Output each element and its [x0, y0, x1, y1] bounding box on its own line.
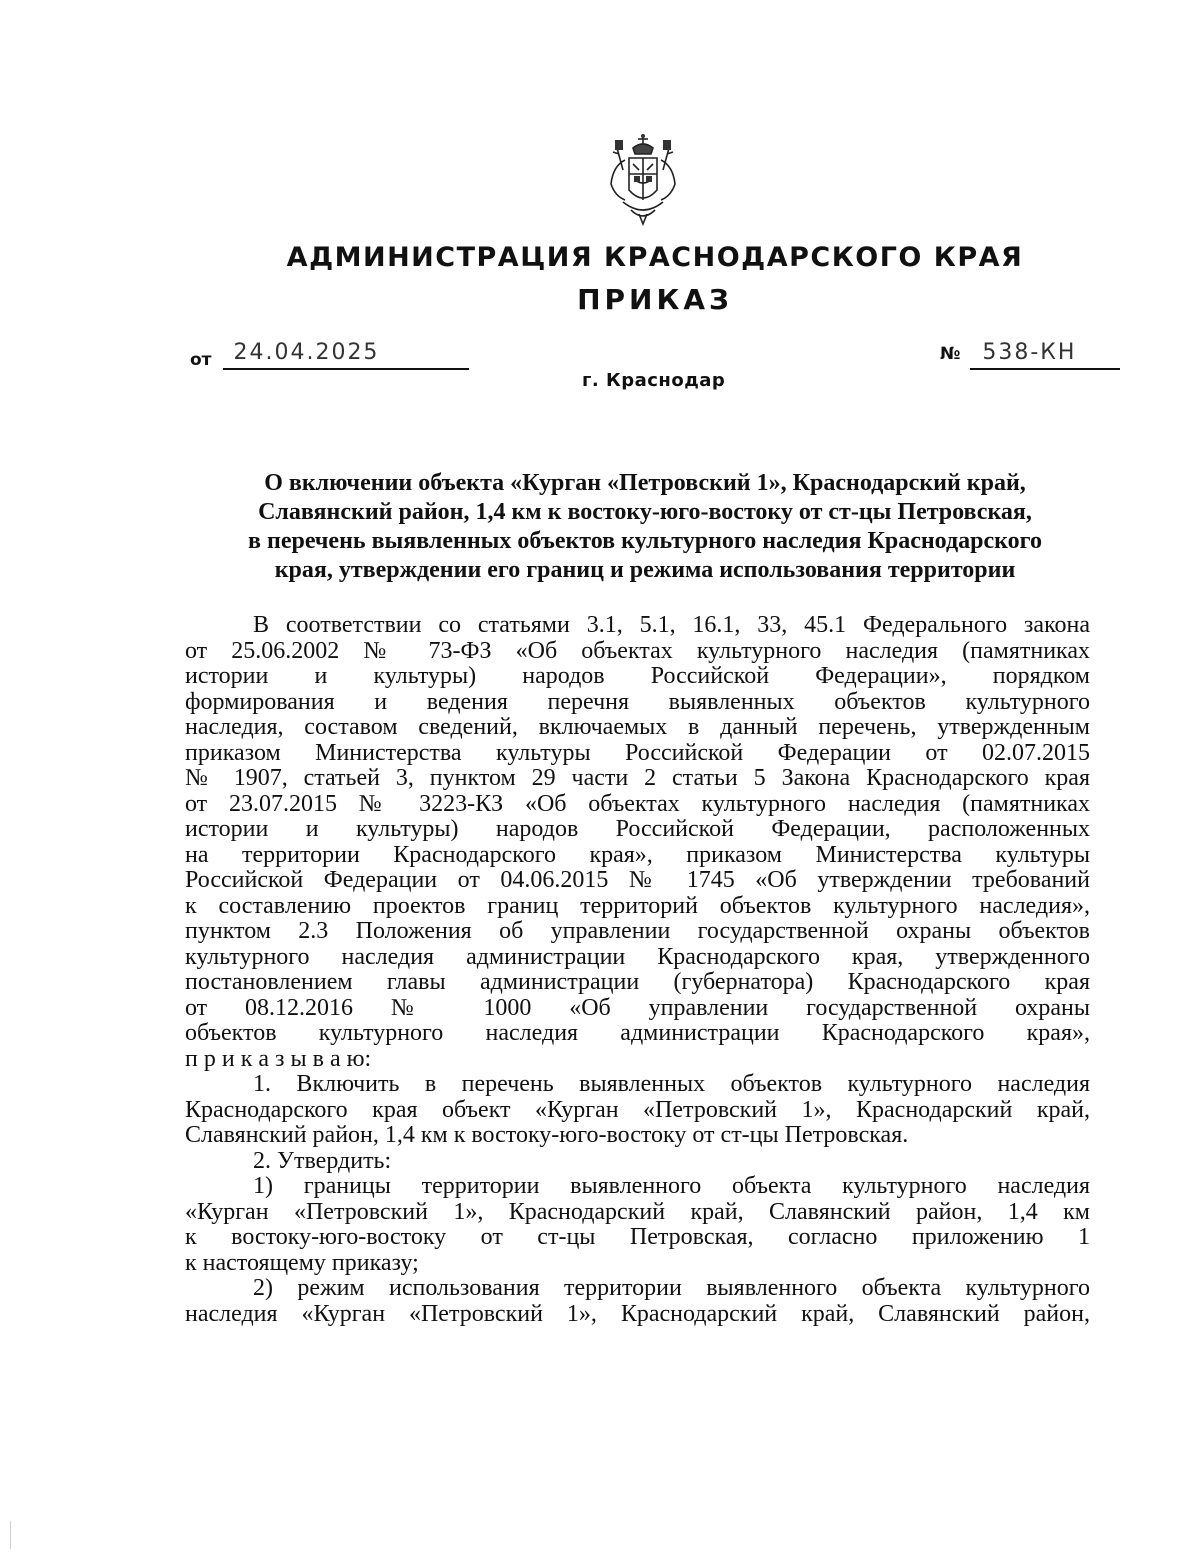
item1-line: Краснодарского края объект «Курган «Петровский 1», Краснодарский край,	[185, 1096, 1090, 1123]
item1-line: Славянский район, 1,4 км к востоку-юго-востоку от ст-цы Петровская.	[185, 1122, 909, 1148]
number-row	[940, 338, 1120, 370]
preamble-line: № 1907, статьей 3, пунктом 29 части 2 статьи 5 Закона Краснодарского края	[185, 765, 1090, 791]
date-label: от	[190, 350, 212, 370]
date-value: 24.04.2025	[223, 338, 469, 370]
item2-1-line: к востоку-юго-востоку от ст-цы Петровская, согласно приложению 1	[185, 1224, 1090, 1250]
preamble-line: наследия, составом сведений, включаемых в данный перечень, утвержденным	[185, 714, 1090, 740]
item2-1-line: «Курган «Петровский 1», Краснодарский край, Славянский район, 1,4 км	[185, 1198, 1090, 1225]
preamble-line: пунктом 2.3 Положения об управлении государственной охраны объектов	[185, 918, 1090, 944]
preamble-line: от 23.07.2015 № 3223-КЗ «Об объектах культурного наследия (памятниках	[185, 790, 1090, 817]
heading-line: О включении объекта «Курган «Петровский 1», Краснодарский край,	[264, 470, 1026, 496]
item2-2-line: 2) режим использования территории выявленного объекта культурного	[253, 1275, 1090, 1301]
number-label: №	[940, 344, 961, 364]
item2-line: 2. Утвердить:	[253, 1147, 392, 1174]
item1-line: 1. Включить в перечень выявленных объектов культурного наследия	[253, 1071, 1090, 1097]
document-body	[185, 613, 1090, 1327]
preamble-line: постановлением главы администрации (губернатора) Краснодарского края	[185, 969, 1090, 995]
heading-line: Славянский район, 1,4 км к востоку-юго-востоку от ст-цы Петровская,	[258, 499, 1032, 525]
preamble-line: объектов культурного наследия администрации Краснодарского края»,	[185, 1020, 1090, 1046]
preamble-line: Российской Федерации от 04.06.2015 № 1745 «Об утверждении требований	[185, 867, 1090, 893]
organization-title: АДМИНИСТРАЦИЯ КРАСНОДАРСКОГО КРАЯ	[286, 242, 1024, 273]
preamble-line: культурного наследия администрации Краснодарского края, утвержденного	[185, 943, 1090, 970]
preamble-line: от 08.12.2016 № 1000 «Об управлении государственной охраны	[185, 994, 1090, 1021]
document-type: ПРИКАЗ	[577, 283, 733, 316]
preamble-line: на территории Краснодарского края», приказом Министерства культуры	[185, 841, 1090, 868]
item2-1-line: к настоящему приказу;	[185, 1249, 419, 1276]
heading-line: края, утверждении его границ и режима использования территории	[274, 557, 1016, 583]
preamble-line: к составлению проектов границ территорий объектов культурного наследия»,	[185, 892, 1090, 919]
preamble-line: В соответствии со статьями 3.1, 5.1, 16.1, 33, 45.1 Федерального закона	[253, 612, 1090, 638]
item2-1-line: 1) границы территории выявленного объекта культурного наследия	[253, 1173, 1090, 1199]
preamble-line: истории и культуры) народов Российской Федерации», порядком	[185, 663, 1090, 689]
item2-2-line: наследия «Курган «Петровский 1», Краснодарский край, Славянский район,	[185, 1300, 1090, 1327]
preamble-line: п р и к а з ы в а ю:	[185, 1045, 372, 1072]
date-row	[190, 338, 469, 370]
document-heading	[185, 469, 1105, 585]
preamble-line: формирования и ведения перечня выявленных объектов культурного	[185, 688, 1090, 715]
preamble-line: приказом Министерства культуры Российской Федерации от 02.07.2015	[185, 739, 1090, 766]
city: г. Краснодар	[582, 370, 726, 391]
number-value: 538-КН	[970, 338, 1120, 370]
preamble-line: истории и культуры) народов Российской Федерации, расположенных	[185, 816, 1090, 842]
scan-edge-mark	[10, 1521, 11, 1549]
preamble-line: от 25.06.2002 № 73-ФЗ «Об объектах культурного наследия (памятниках	[185, 637, 1090, 664]
heading-line: в перечень выявленных объектов культурного наследия Краснодарского	[248, 528, 1042, 554]
coat-of-arms-icon	[603, 130, 683, 226]
